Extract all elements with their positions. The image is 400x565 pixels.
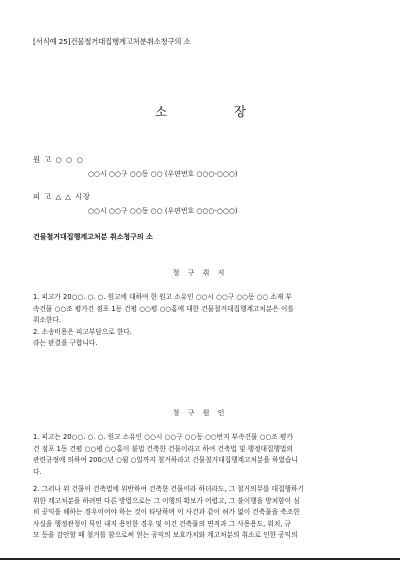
plaintiff-address: ○○시 ○○구 ○○동 ○○ (우편번호 ○○○-○○○) bbox=[88, 170, 238, 178]
cause-line: 위한 계고처분을 하려면 다른 방법으로는 그 이행의 확보가 어렵고, 그 불이행을 방치함이 심 bbox=[33, 496, 300, 505]
cause-line: 건 점포 1동 건평 ○○평 ○○홉이 불법 건축한 건물이라고 하여 건축법 및 행정대집행법의 bbox=[33, 444, 293, 453]
claim-line: 1. 피고가 20○○. ○. ○. 원고에 대하여 한 원고 소유인 ○○시 ○○구 ○○동 ○○ 소재 부 bbox=[33, 293, 292, 301]
cause-paragraph-1 bbox=[33, 432, 371, 478]
claim-line: 속건물 ○○조 평가건 점포 1동 건평 ○○평 ○○홉에 대한 건물철거대집행계고처분은 이를 bbox=[33, 304, 294, 313]
plaintiff-label: 원 고 ○ ○ ○ bbox=[33, 155, 84, 164]
cause-line: 히 공익을 해하는 경우이어야 하는 것이 타당하며 이 사건과 같이 허가 없이 건축물을 축조한 bbox=[33, 508, 300, 516]
claim-heading: 청 구 취 지 bbox=[172, 269, 228, 277]
claim-line: 2. 소송비용은 피고부담으로 한다. bbox=[33, 327, 132, 336]
cause-line: 사실을 행정관청이 묵인 내지 용인한 경우 및 이건 건축물의 면적과 그 사용용도, 위치, 규 bbox=[33, 519, 291, 528]
claim-line: 라는 판결을 구합니다. bbox=[33, 339, 98, 347]
form-number-label: [서식예 25]건물철거대집행계고처분취소청구의 소 bbox=[33, 37, 191, 46]
claim-line: 취소한다. bbox=[33, 316, 61, 324]
cause-line: 모 등을 감안할 때 철거를 함으로써 얻는 공익의 보호가치와 계고처분의 취소로 인한 공익의 bbox=[33, 531, 298, 539]
title-char-1: 소 bbox=[155, 104, 168, 119]
page-bottom-border bbox=[0, 558, 400, 560]
title-char-2: 장 bbox=[234, 104, 247, 119]
cause-line: 2. 그러나 위 건물이 건축법에 위반하여 건축한 건물이라 하더라도, 그 철거의무를 대집행하기 bbox=[33, 485, 304, 493]
claim-paragraph bbox=[33, 292, 371, 350]
cause-line: 1. 피고는 20○○. ○. ○. 원고 소유인 ○○시 ○○구 ○○동 ○○번지 부속건물 ○○조 평가 bbox=[33, 433, 293, 441]
defendant-label: 피 고 △ △ 시장 bbox=[33, 192, 91, 201]
cause-line: 다. bbox=[33, 467, 42, 476]
cause-paragraph-2 bbox=[33, 484, 371, 542]
case-title: 건물철거대집행계고처분 취소청구의 소 bbox=[33, 233, 153, 241]
cause-heading: 청 구 원 인 bbox=[172, 409, 228, 417]
defendant-address: ○○시 ○○구 ○○동 ○○ (우편번호 ○○○-○○○) bbox=[88, 207, 238, 215]
cause-line: 관련규정에 의하여 200○년 ○월 ○일까지 철거하라고 건물철거대집행계고처분을 하였습니 bbox=[33, 456, 298, 464]
